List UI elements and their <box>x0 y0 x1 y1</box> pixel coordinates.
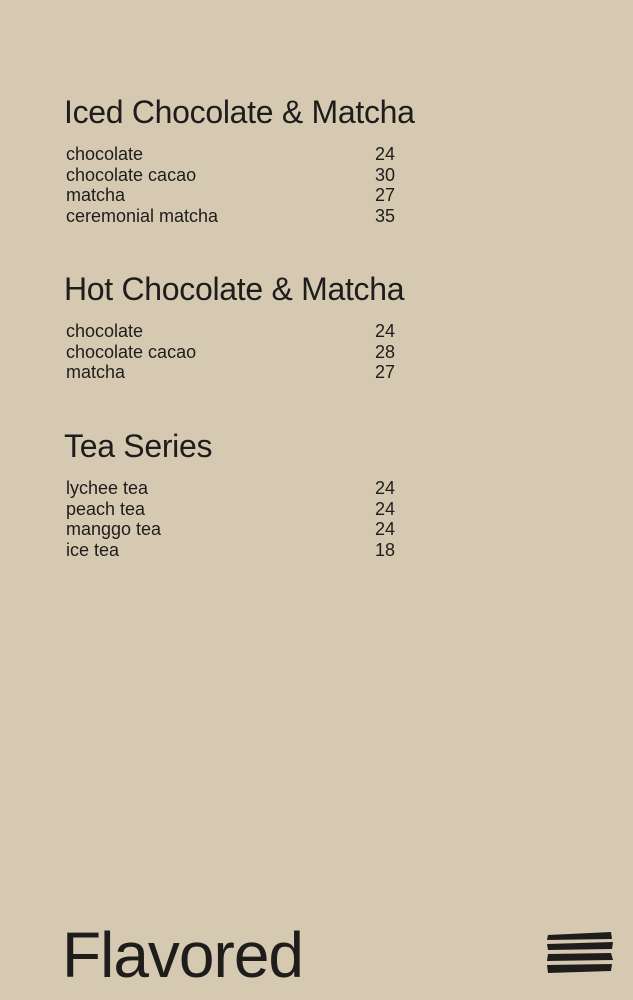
item-name: ceremonial matcha <box>66 205 219 226</box>
list-item <box>64 321 424 342</box>
stacked-layers-logo-icon <box>545 931 615 977</box>
item-name: matcha <box>66 185 126 205</box>
item-name: ice tea <box>66 539 120 560</box>
list-item <box>64 519 424 540</box>
item-price: 28 <box>375 341 396 362</box>
item-list <box>64 321 424 383</box>
footer-title: Flavored <box>62 919 303 991</box>
list-item <box>64 478 424 499</box>
list-item <box>64 165 424 186</box>
item-name: chocolate <box>66 144 144 164</box>
list-item <box>64 499 424 520</box>
menu-section-tea <box>64 428 424 560</box>
item-price: 24 <box>375 144 396 164</box>
item-price: 24 <box>375 498 396 519</box>
list-item <box>64 185 424 206</box>
item-price: 24 <box>375 321 396 341</box>
item-list <box>64 478 424 560</box>
item-name: peach tea <box>66 498 146 519</box>
item-price: 18 <box>375 539 396 560</box>
item-price: 27 <box>375 362 396 382</box>
menu-section-hot <box>64 271 424 383</box>
item-price: 24 <box>375 519 396 539</box>
item-name: manggo tea <box>66 519 162 539</box>
section-title: Hot Chocolate & Matcha <box>64 271 405 307</box>
item-price: 27 <box>375 185 396 205</box>
item-price: 35 <box>375 205 396 226</box>
section-title: Tea Series <box>64 428 213 464</box>
item-name: chocolate cacao <box>66 164 197 185</box>
item-name: chocolate <box>66 321 144 341</box>
item-list <box>64 144 424 226</box>
menu-section-iced <box>64 94 424 226</box>
section-title: Iced Chocolate & Matcha <box>64 94 415 130</box>
item-price: 30 <box>375 164 396 185</box>
list-item <box>64 362 424 383</box>
item-price: 24 <box>375 478 396 498</box>
list-item <box>64 206 424 227</box>
list-item <box>64 342 424 363</box>
item-name: chocolate cacao <box>66 341 197 362</box>
list-item <box>64 144 424 165</box>
list-item <box>64 540 424 561</box>
item-name: lychee tea <box>66 478 149 498</box>
item-name: matcha <box>66 362 126 382</box>
